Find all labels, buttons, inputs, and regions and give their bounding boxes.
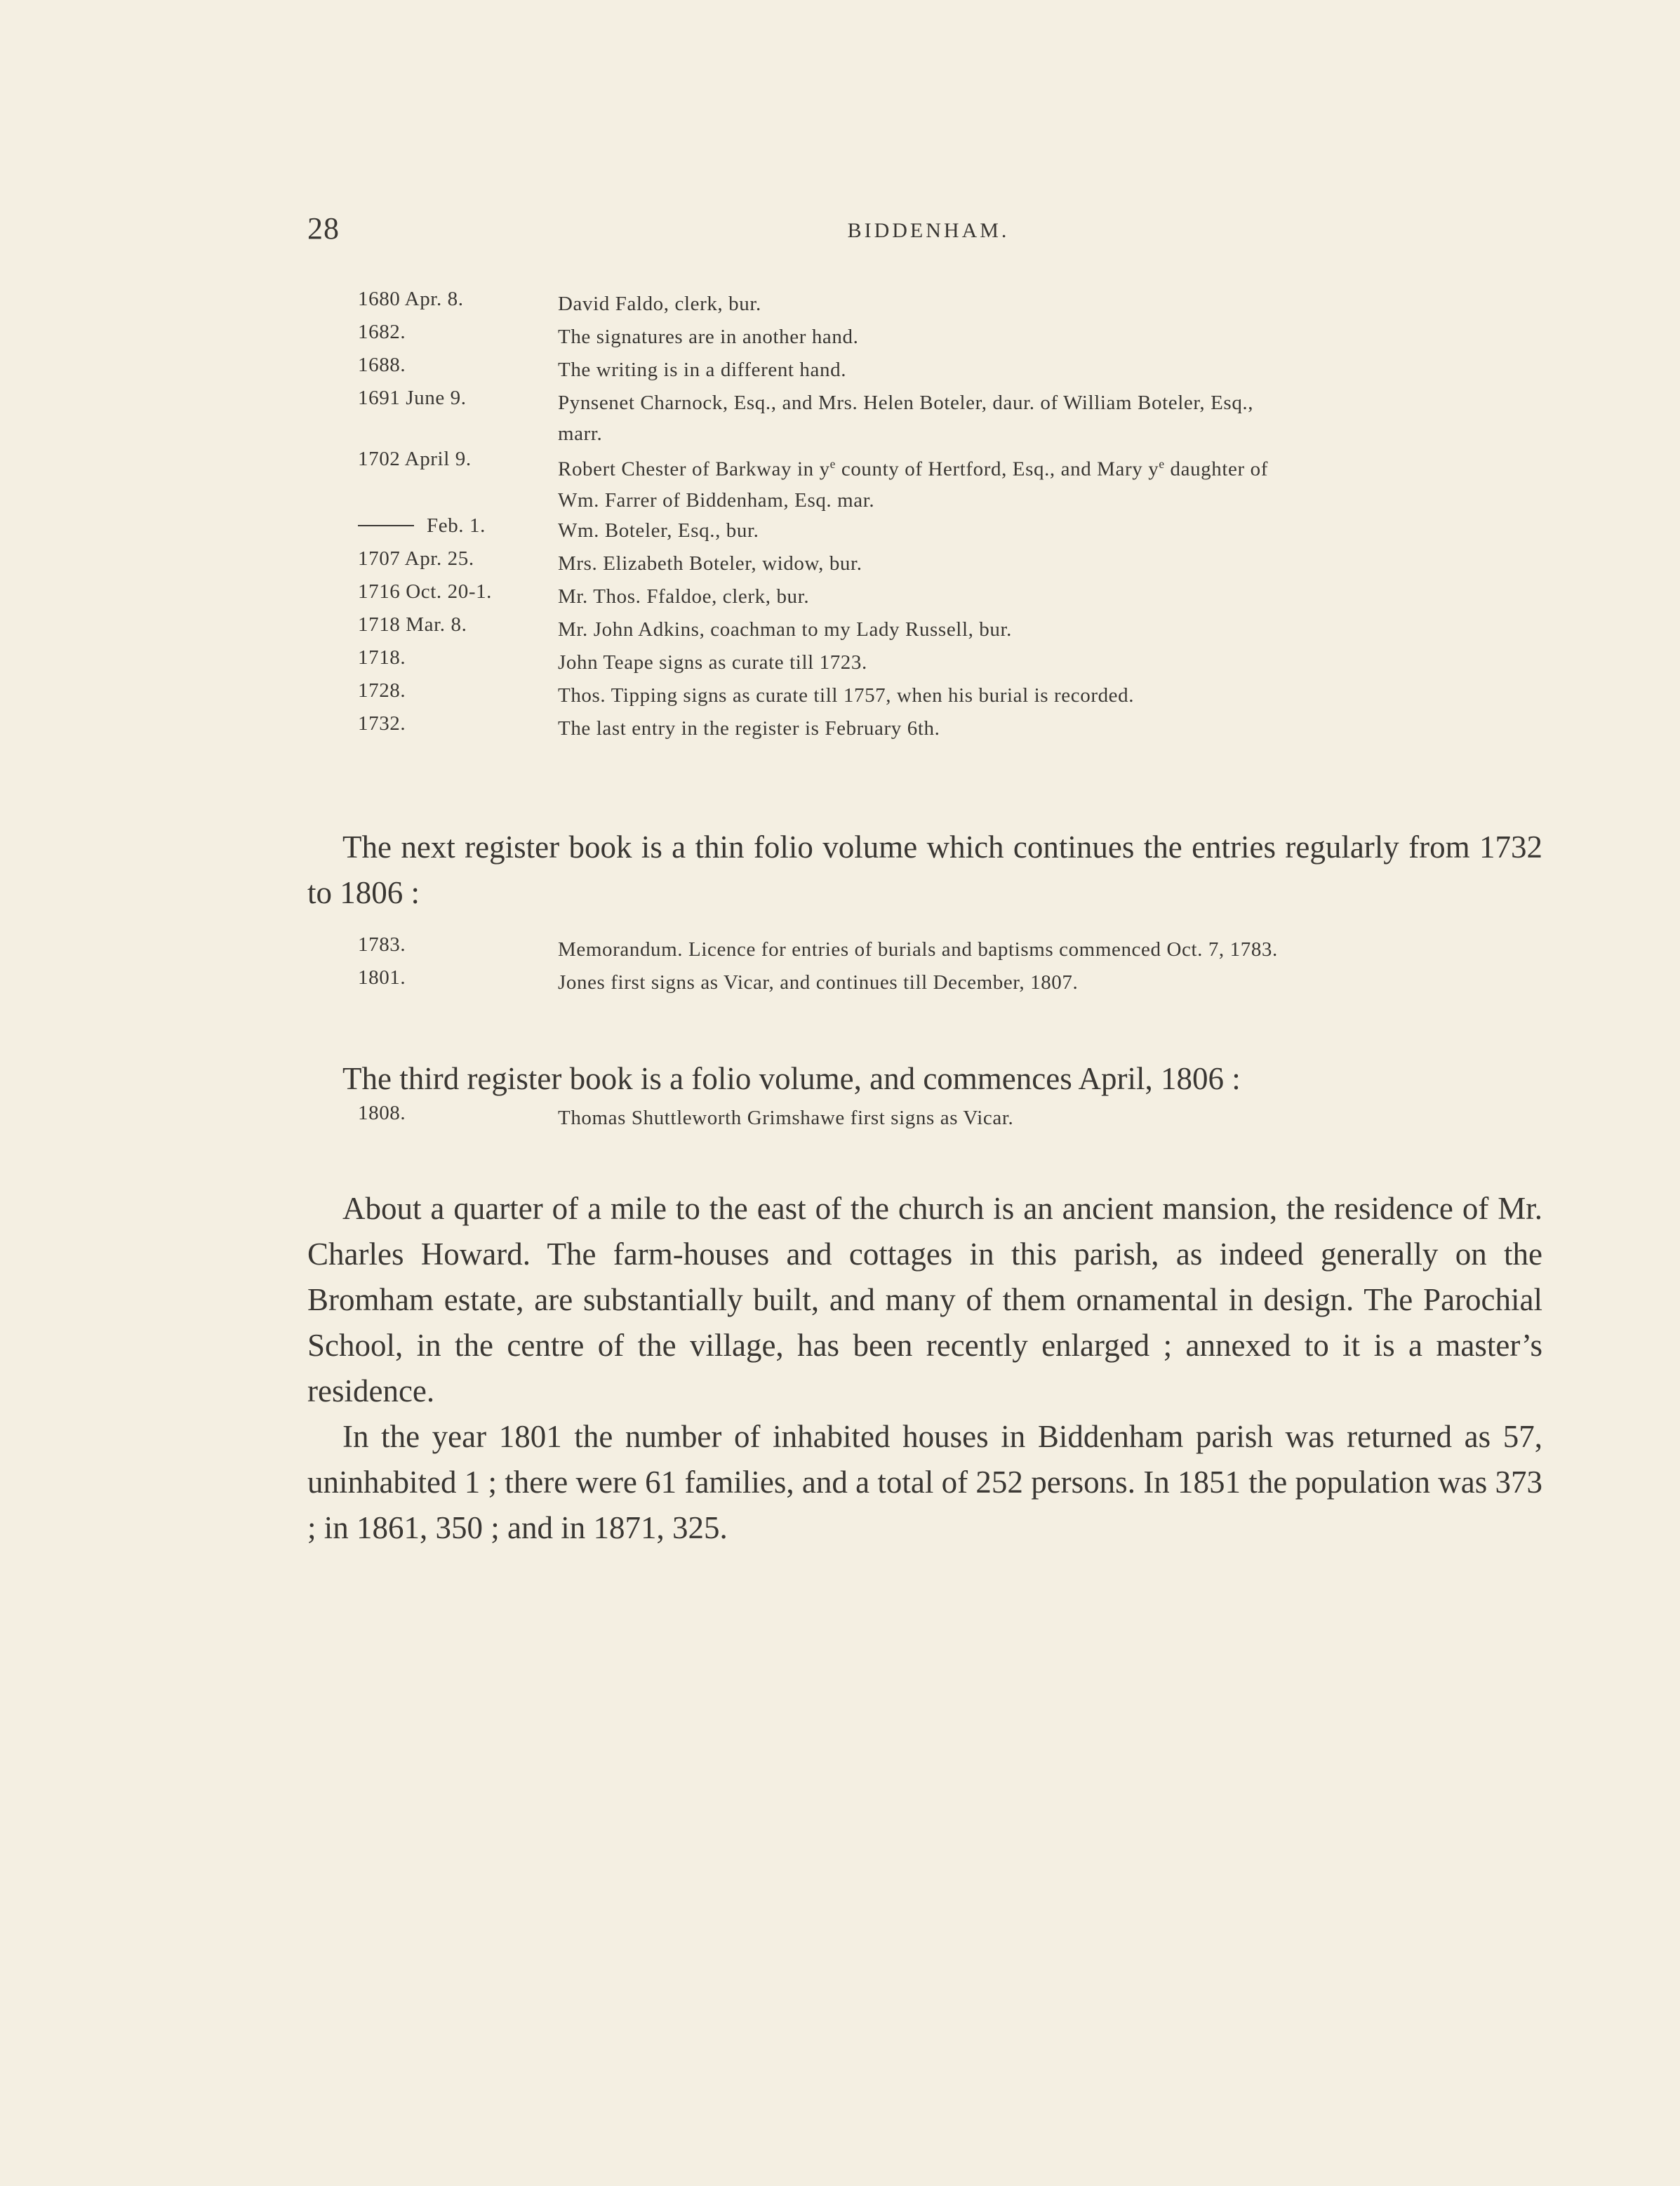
entry-text: Wm. Boteler, Esq., bur.: [558, 519, 759, 542]
page-number: 28: [307, 211, 340, 246]
entry-text: Thomas Shuttleworth Grimshawe first signs as Vicar.: [558, 1107, 1014, 1129]
entry-text: Jones first signs as Vicar, and continues till December, 1807.: [558, 971, 1079, 994]
register-entry: [358, 712, 1579, 745]
entry-continuation: marr.: [558, 422, 603, 445]
superscript: e: [829, 457, 836, 471]
entry-date: 1716 Oct. 20-1.: [358, 580, 493, 603]
register-entry: [358, 547, 1579, 580]
register-entry: [358, 966, 1579, 999]
register-entry: [358, 933, 1579, 966]
entry-text-part: Robert Chester of Barkway in y: [558, 458, 830, 481]
register-entry: [358, 288, 1579, 321]
register-entry: [358, 679, 1579, 712]
superscript: e: [1159, 457, 1165, 471]
register-entry: [358, 613, 1579, 646]
entry-date: 1808.: [358, 1102, 406, 1124]
paragraph-text: In the year 1801 the number of inhabited houses in Biddenham parish was returned as 57, uninhabited 1 ; there were 61 families, and a total of 252 persons. In 1851 the population was 373 ; in 1861, 350 ; and in 1871, 325.: [307, 1419, 1542, 1545]
entry-date: 1718 Mar. 8.: [358, 613, 467, 636]
ditto-dash: [358, 525, 414, 526]
entry-date: 1688.: [358, 354, 406, 376]
register-entry: [358, 514, 1579, 547]
entry-date: 1801.: [358, 966, 406, 989]
entry-text: Thos. Tipping signs as curate till 1757, when his burial is recorded.: [558, 684, 1135, 707]
entry-text: Memorandum. Licence for entries of burials and baptisms commenced Oct. 7, 1783.: [558, 938, 1278, 961]
entry-text: Mr. Thos. Ffaldoe, clerk, bur.: [558, 585, 810, 608]
entry-date: 1718.: [358, 646, 406, 669]
entry-line: Pynsenet Charnock, Esq., and Mrs. Helen Boteler, daur. of William Boteler, Esq.,: [558, 392, 1254, 414]
page-header: [307, 211, 1549, 253]
entry-date: 1783.: [358, 933, 406, 956]
register-entry: [358, 1102, 1579, 1135]
entry-continuation: Wm. Farrer of Biddenham, Esq. mar.: [558, 488, 875, 512]
register-entry: [358, 448, 1579, 514]
entry-text: John Teape signs as curate till 1723.: [558, 651, 867, 674]
entry-text-part: daughter of: [1164, 458, 1268, 481]
entry-date: 1680 Apr. 8.: [358, 288, 464, 310]
entry-date: 1702 April 9.: [358, 448, 472, 470]
entry-date-ditto: [358, 514, 486, 538]
register-entry: [358, 580, 1579, 613]
entry-date: 1682.: [358, 321, 406, 343]
entry-date-text: Feb. 1.: [427, 514, 486, 537]
entry-text: [558, 448, 1579, 486]
register-entry: [358, 321, 1579, 354]
register-entries-first-book: [358, 288, 1579, 745]
entry-date: 1728.: [358, 679, 406, 702]
entry-line: [558, 448, 1579, 486]
paragraph-second-register: [307, 825, 1542, 916]
entry-text: The writing is in a different hand.: [558, 359, 847, 381]
entry-text: David Faldo, clerk, bur.: [558, 293, 761, 315]
entry-date: 1707 Apr. 25.: [358, 547, 474, 570]
entry-text: Mr. John Adkins, coachman to my Lady Russell, bur.: [558, 618, 1013, 641]
entry-text: [558, 387, 1579, 420]
register-entry: [358, 387, 1579, 448]
register-entries-second-book: [358, 933, 1579, 999]
entry-date: 1732.: [358, 712, 406, 735]
paragraph-text: The third register book is a folio volume, and commences April, 1806 :: [342, 1061, 1241, 1096]
running-head: BIDDENHAM.: [847, 219, 1010, 242]
register-entries-third-book: [358, 1102, 1579, 1135]
entry-date: 1691 June 9.: [358, 387, 467, 409]
paragraph-text: The next register book is a thin folio volume which continues the entries regularly from 1732 to 1806 :: [307, 829, 1542, 910]
register-entry: [358, 354, 1579, 387]
register-entry: [358, 646, 1579, 679]
paragraph-third-register: [307, 1056, 1542, 1102]
entry-text: The signatures are in another hand.: [558, 326, 859, 348]
entry-text-part: county of Hertford, Esq., and Mary y: [836, 458, 1159, 481]
entry-text: Mrs. Elizabeth Boteler, widow, bur.: [558, 552, 862, 575]
paragraph-text: About a quarter of a mile to the east of the church is an ancient mansion, the residence of Mr. Charles Howard. The farm-houses and cottages in this parish, as indeed generally on the Bromham estate, are substantially built, and many of them ornamental in design. The Parochial School, in the centre of the village, has been recently enlarged ; annexed to it is a master’s residence.: [307, 1191, 1542, 1408]
entry-text: The last entry in the register is February 6th.: [558, 717, 940, 740]
paragraph-mansion: [307, 1186, 1542, 1551]
